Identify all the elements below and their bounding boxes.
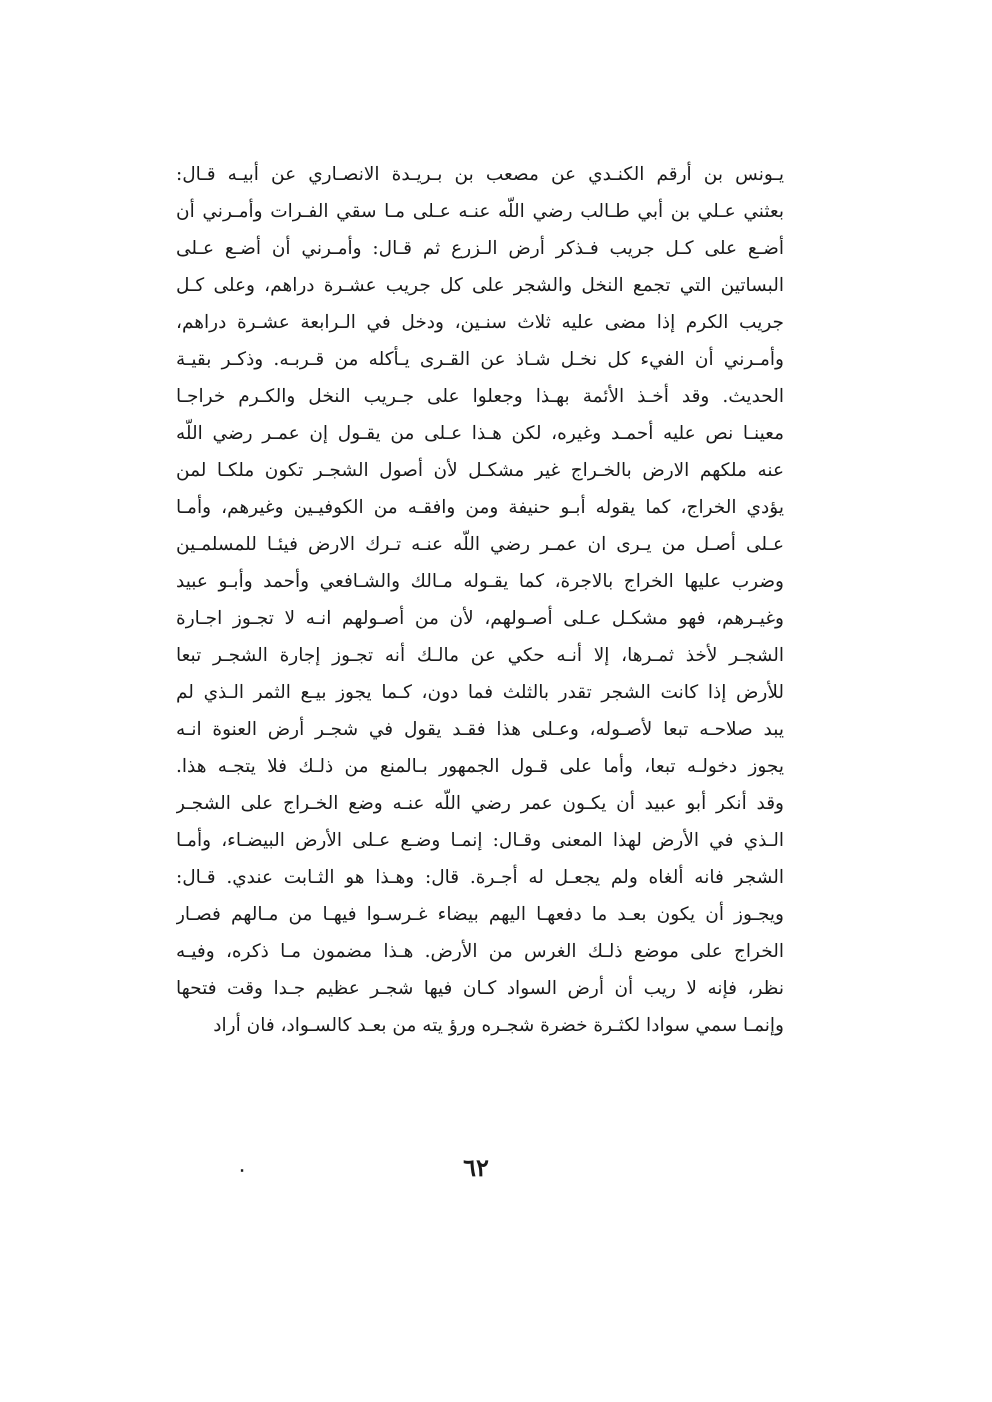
text-line: يؤدي الخراج، كما يقوله أبـو حنيفة ومن وافقـه من الكوفيـين وغيرهم، وأمـا — [176, 497, 784, 518]
page-footer — [0, 1148, 992, 1188]
text-line: وضرب عليها الخراج بالاجرة، كما يقـوله مـالك والشـافعي وأحمد وأبـو عبيد — [176, 571, 784, 592]
text-line: عـلى أصـل من يـرى ان عمـر رضي اللّه عنـه تـرك الارض فيئـا للمسلمـين — [176, 534, 784, 555]
text-line: الشجـر لأخذ ثمـرها، إلا أنـه حكي عن مالـك أنه تجـوز إجارة الشجـر تبعا — [176, 645, 784, 666]
text-line: معينـا نص عليه أحمـد وغيره، لكن هـذا عـلى من يقـول إن عمـر رضي اللّه — [176, 423, 784, 444]
text-line: للأرض إذا كانت الشجر تقدر بالثلث فما دون، كـما يجوز بيـع الثمر الـذي لم — [176, 682, 784, 703]
text-line: وغيـرهم، فهو مشكـل عـلى أصـولهم، لأن من أصـولهم انـه لا تجـوز اجـارة — [176, 608, 784, 629]
text-line: بعثني عـلي بن أبي طـالب رضي اللّه عنـه عـلى مـا سقي الفـرات وأمـرني أن — [176, 201, 784, 222]
footer-mark: ٠ — [237, 1160, 247, 1179]
text-line: جريب الكرم إذا مضى عليه ثلاث سنـين، ودخل في الـرابعة عشـرة دراهم، — [176, 312, 784, 333]
text-line: عنه ملكهم الارض بالخـراج غير مشكـل لأن أصول الشجـر تكون ملكـا لمن — [176, 460, 784, 481]
text-line: وقد أنكر أبو عبيد أن يكـون عمر رضي اللّه عنـه وضع الخـراج على الشجـر — [176, 793, 784, 814]
text-line: الخراج على موضع ذلـك الغرس من الأرض. هـذا مضمون مـا ذكره، وفيـه — [176, 941, 784, 962]
text-line: نظر، فإنه لا ريب أن أرض السواد كـان فيها شجـر عظيم جـدا وقت فتحها — [176, 978, 784, 999]
text-line: يبد صلاحـه تبعا لأصـوله، وعـلى هذا فقـد يقول في شجـر أرض العنوة انـه — [176, 719, 784, 740]
text-line: ويجـوز أن يكون بعـد ما دفعهـا اليهم بيضاء غـرسـوا فيهـا من مـالهم فصـار — [176, 904, 784, 925]
text-line: الـذي في الأرض لهذا المعنى وقـال: إنمـا وضـع عـلى الأرض البيضـاء، وأمـا — [176, 830, 784, 851]
text-line: الحديث. وقد أخـذ الأئمة بهـذا وجعلوا على جـريب النخل والكـرم خراجـا — [176, 386, 784, 407]
page-number: ٦٢ — [463, 1153, 489, 1182]
text-line: أضـع على كـل جريب فـذكر أرض الـزرع ثم قـال: وأمـرني أن أضـع عـلى — [176, 238, 784, 259]
text-line: وأمـرني أن الفيء كل نخـل شـاذ عن القـرى يـأكله من قـربـه. وذكـر بقيـة — [176, 349, 784, 370]
text-line: الشجر فانه ألغاه ولم يجعـل له أجـرة. قال: وهـذا هو الثـابت عندي. قـال: — [176, 867, 784, 888]
text-line: يجوز دخولـه تبعا، وأما على قـول الجمهور بـالمنع من ذلـك فلا يتجـه هذا. — [176, 756, 784, 777]
text-line: البساتين التي تجمع النخل والشجر على كل جريب عشـرة دراهم، وعلى كـل — [176, 275, 784, 296]
text-line: يـونس بن أرقم الكنـدي عن مصعب بن بـريـدة الانصـاري عن أبيـه قـال: — [176, 164, 784, 185]
text-line: وإنمـا سمي سوادا لكثـرة خضرة شجـره ورؤ يته من بعـد كالسـواد، فان أراد — [213, 1015, 784, 1036]
body-text — [176, 156, 784, 1044]
